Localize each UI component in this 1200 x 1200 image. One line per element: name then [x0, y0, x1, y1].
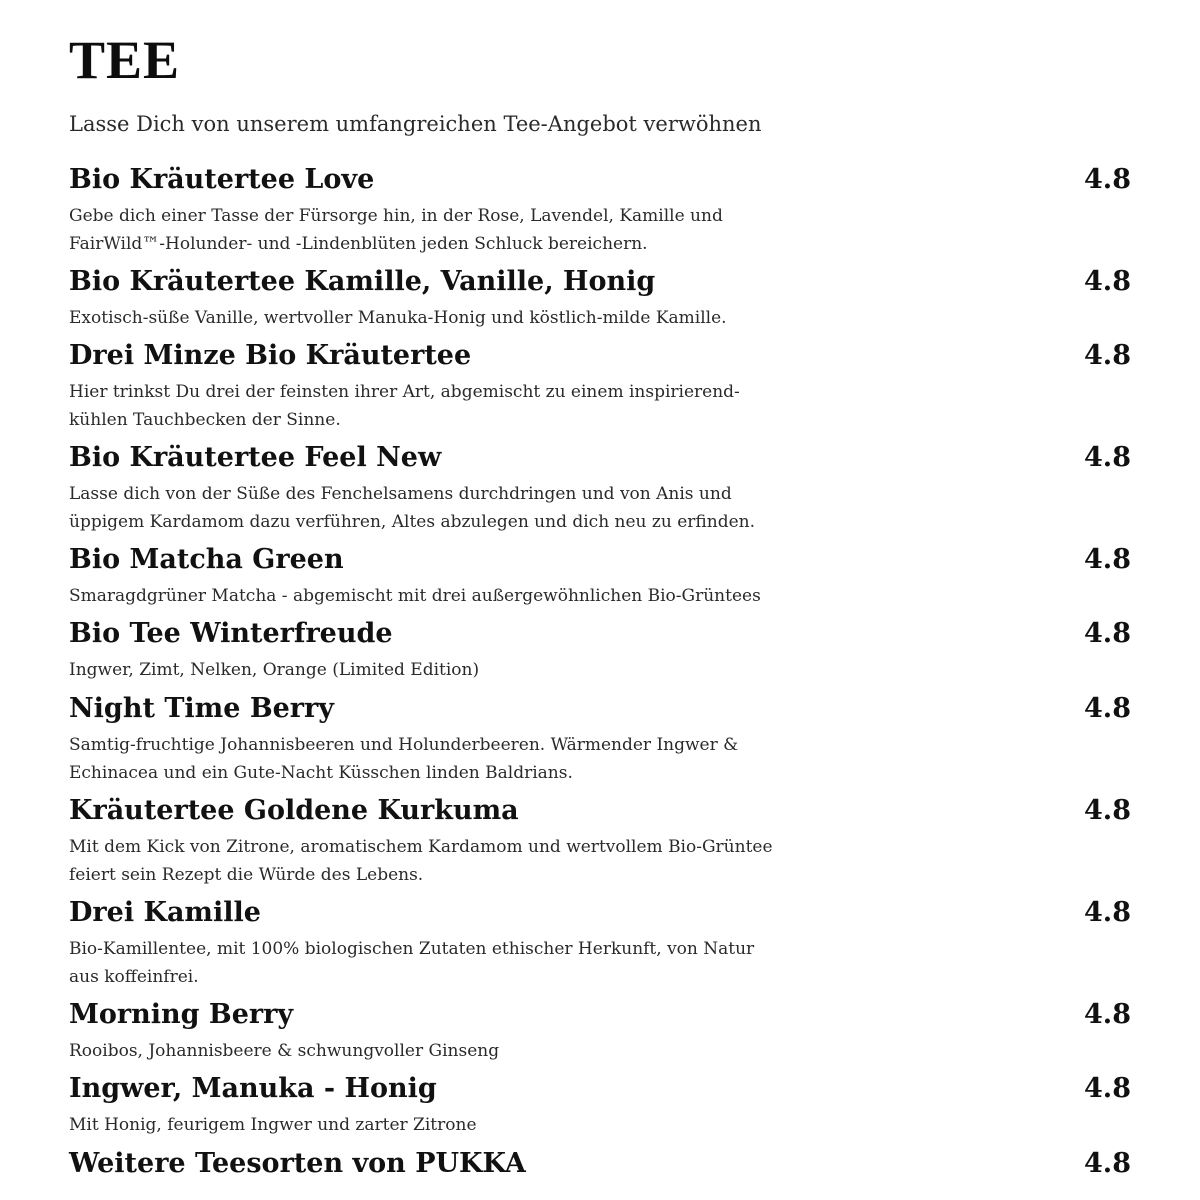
item-price: 4.8 — [1084, 795, 1131, 826]
item-description: Exotisch-süße Vanille, wertvoller Manuka-Honig und köstlich-milde Kamille. — [69, 308, 727, 328]
item-description: Ingwer, Zimt, Nelken, Orange (Limited Edition) — [69, 660, 480, 680]
menu-item — [69, 793, 1131, 889]
item-name: Weitere Teesorten von PUKKA — [69, 1148, 526, 1179]
page-title: TEE — [69, 30, 181, 90]
item-price: 4.8 — [1084, 999, 1131, 1030]
item-name: Bio Kräutertee Love — [69, 164, 375, 195]
item-description: Bio-Kamillentee, mit 100% biologischen Zutaten ethischer Herkunft, von Natur aus koffeinfrei. — [69, 939, 755, 987]
menu-item — [69, 616, 1131, 684]
menu-item — [69, 895, 1131, 991]
item-name: Night Time Berry — [69, 693, 334, 724]
item-price: 4.8 — [1084, 897, 1131, 928]
page-subtitle: Lasse Dich von unserem umfangreichen Tee-Angebot verwöhnen — [69, 112, 762, 136]
item-description: Mit dem Kick von Zitrone, aromatischem Kardamom und wertvollem Bio-Grüntee feiert sein Rezept die Würde des Lebens. — [69, 837, 773, 885]
menu-item — [69, 338, 1131, 434]
menu-item — [69, 997, 1131, 1065]
item-description: Rooibos, Johannisbeere & schwungvoller Ginseng — [69, 1041, 500, 1061]
item-name: Drei Kamille — [69, 897, 261, 928]
menu-item — [69, 264, 1131, 332]
menu-item — [69, 162, 1131, 258]
item-name: Ingwer, Manuka - Honig — [69, 1073, 437, 1104]
item-name: Kräutertee Goldene Kurkuma — [69, 795, 519, 826]
item-name: Bio Kräutertee Feel New — [69, 442, 442, 473]
item-name: Bio Tee Winterfreude — [69, 618, 393, 649]
item-description: Smaragdgrüner Matcha - abgemischt mit drei außergewöhnlichen Bio-Grüntees — [69, 586, 761, 606]
menu-item — [69, 1071, 1131, 1139]
item-price: 4.8 — [1084, 340, 1131, 371]
menu-item — [69, 542, 1131, 610]
item-description: Hier trinkst Du drei der feinsten ihrer Art, abgemischt zu einem inspirierend-kühlen Tauchbecken der Sinne. — [69, 382, 740, 430]
item-description: Gebe dich einer Tasse der Fürsorge hin, in der Rose, Lavendel, Kamille und FairWild™-Holunder- und -Lindenblüten jeden Schluck bereichern. — [69, 206, 723, 254]
item-name: Morning Berry — [69, 999, 294, 1030]
item-description: Lasse dich von der Süße des Fenchelsamens durchdringen und von Anis und üppigem Kardamom dazu verführen, Altes abzulegen und dich neu zu erfinden. — [69, 484, 755, 532]
item-price: 4.8 — [1084, 544, 1131, 575]
item-name: Bio Matcha Green — [69, 544, 344, 575]
item-price: 4.8 — [1084, 1073, 1131, 1104]
item-price: 4.8 — [1084, 618, 1131, 649]
menu-item — [69, 1146, 1131, 1182]
menu-item — [69, 691, 1131, 787]
item-price: 4.8 — [1084, 442, 1131, 473]
item-description: Samtig-fruchtige Johannisbeeren und Holunderbeeren. Wärmender Ingwer & Echinacea und ein Gute-Nacht Küsschen linden Baldrians. — [69, 735, 739, 783]
item-description: Mit Honig, feurigem Ingwer und zarter Zitrone — [69, 1115, 477, 1135]
item-price: 4.8 — [1084, 266, 1131, 297]
item-name: Drei Minze Bio Kräutertee — [69, 340, 472, 371]
item-price: 4.8 — [1084, 1148, 1131, 1179]
item-price: 4.8 — [1084, 164, 1131, 195]
item-price: 4.8 — [1084, 693, 1131, 724]
item-name: Bio Kräutertee Kamille, Vanille, Honig — [69, 266, 656, 297]
menu-item — [69, 440, 1131, 536]
